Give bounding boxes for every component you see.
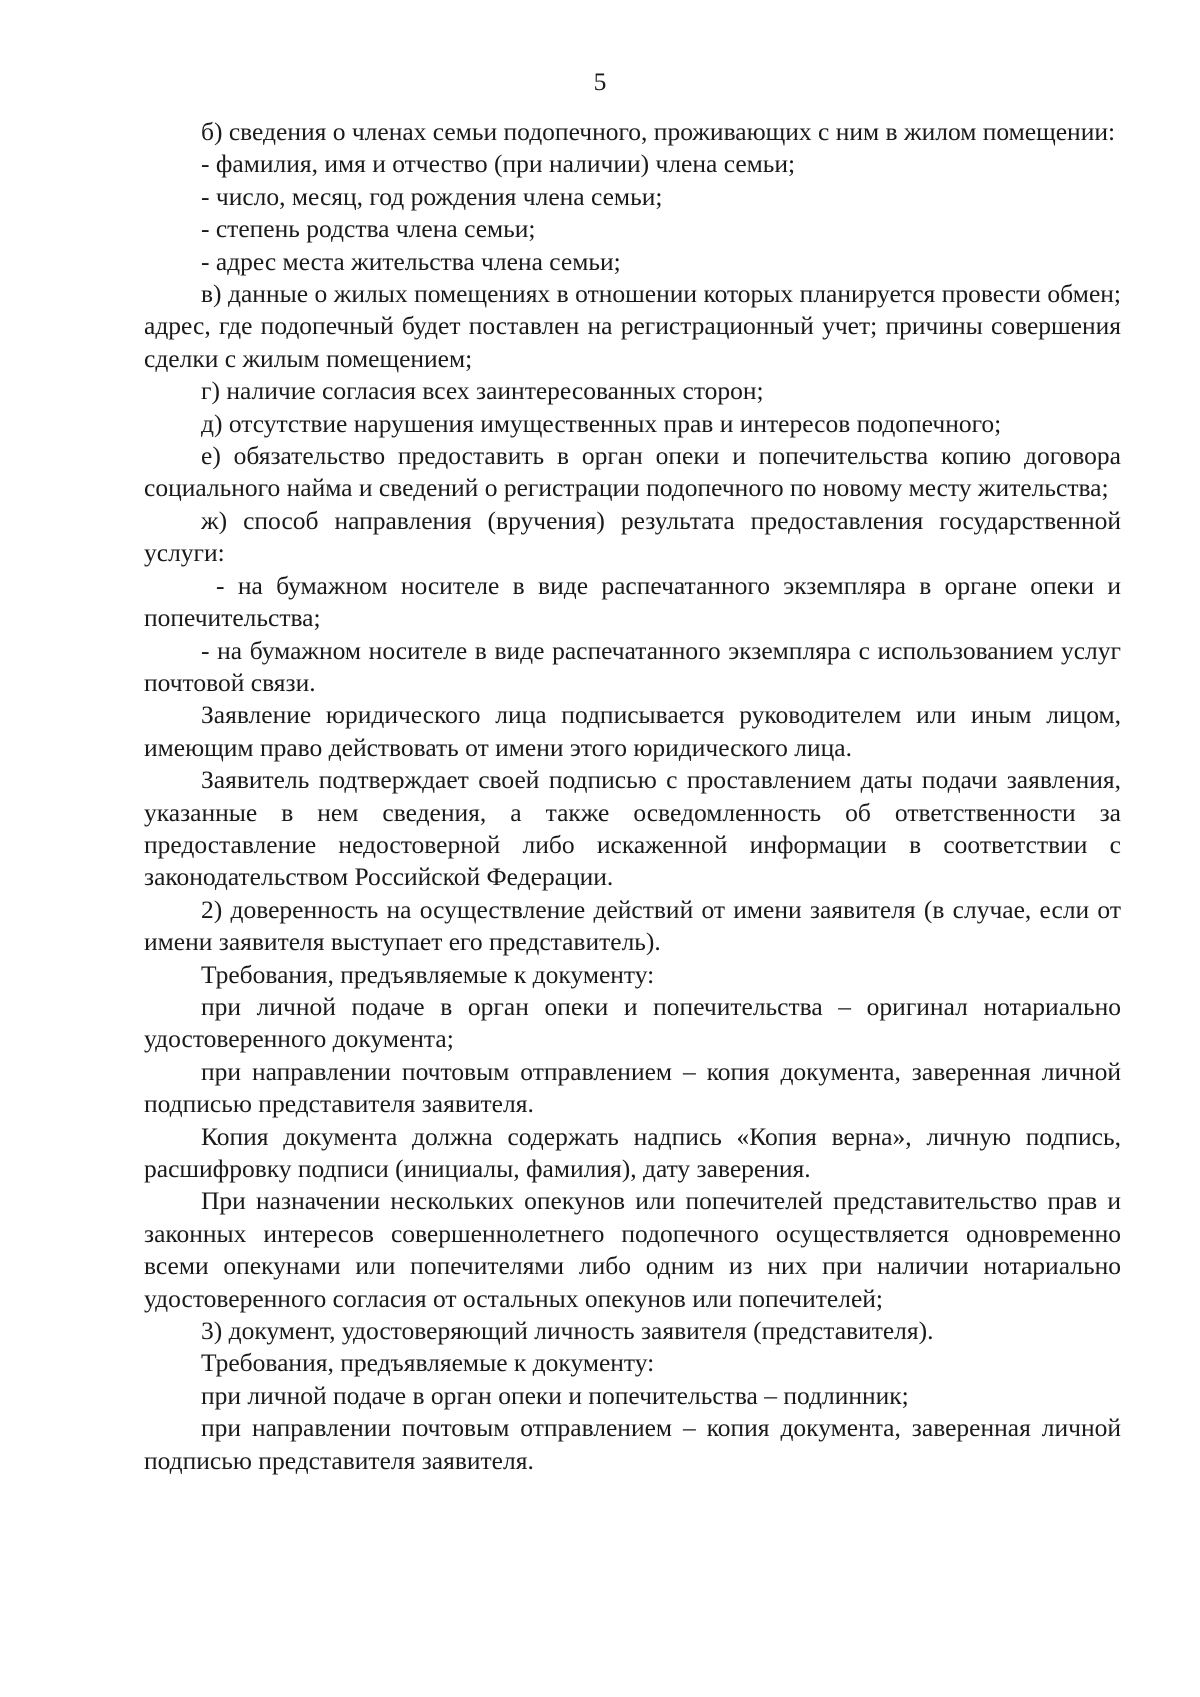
paragraph-obligation: е) обязательство предоставить в орган опеки и попечительства копию договора социального найма и сведений о регистрации подопечного по новому месту жительства; xyxy=(144,441,1121,503)
paragraph-no-violation: д) отсутствие нарушения имущественных прав и интересов подопечного; xyxy=(201,408,1002,438)
paragraph-copy-inscription: Копия документа должна содержать надпись «Копия верна», личную подпись, расшифровку подписи (инициалы, фамилия), дату заверения. xyxy=(144,1121,1121,1183)
paragraph-family-members: б) сведения о членах семьи подопечного, проживающих с ним в жилом помещении: xyxy=(201,117,1116,146)
paragraph-applicant-confirms: Заявитель подтверждает своей подписью с проставлением даты подачи заявления, указанные в нем сведения, а также осведомленность об ответственности за предоставление недостоверной либо искаженной информации в соответствии с законодательством Российской Федерации. xyxy=(144,765,1121,892)
paragraph-identity-document: 3) документ, удостоверяющий личность заявителя (представителя). xyxy=(201,1316,934,1346)
paragraph-requirements-heading-2: Требования, предъявляемые к документу: xyxy=(201,1348,655,1378)
paragraph-by-post-copy-2: при направлении почтовым отправлением – копия документа, заверенная личной подписью представителя заявителя. xyxy=(144,1413,1121,1475)
paragraph-by-post-copy: при направлении почтовым отправлением – копия документа, заверенная личной подписью представителя заявителя. xyxy=(144,1056,1121,1119)
list-item-birth-date: - число, месяц, год рождения члена семьи; xyxy=(201,181,663,211)
paragraph-requirements-heading: Требования, предъявляемые к документу: xyxy=(201,959,655,989)
page-number: 5 xyxy=(593,67,607,96)
list-item-paper-office: - на бумажном носителе в виде распечатанного экземпляра в органе опеки и попечительства; xyxy=(144,570,1121,633)
paragraph-in-person-original-2: при личной подаче в орган опеки и попечительства – подлинник; xyxy=(201,1380,909,1410)
paragraph-delivery-method: ж) способ направления (вручения) результата предоставления государственной услуги: xyxy=(144,505,1121,568)
list-item-address: - адрес места жительства члена семьи; xyxy=(201,246,621,276)
paragraph-consent: г) наличие согласия всех заинтересованных сторон; xyxy=(201,376,764,406)
paragraph-housing-data: в) данные о жилых помещениях в отношении которых планируется провести обмен; адрес, где подопечный будет поставлен на регистрационный учет; причины совершения сделки с жилым помещением; xyxy=(144,279,1121,373)
paragraph-in-person-original: при личной подаче в орган опеки и попечительства – оригинал нотариально удостоверенного документа; xyxy=(144,991,1121,1054)
paragraph-multiple-guardians: При назначении нескольких опекунов или попечителей представительство прав и законных интересов совершеннолетнего подопечного осуществляется одновременно всеми опекунами или попечителями либо одним из них при наличии нотариально удостоверенного согласия от остальных опекунов или попечителей; xyxy=(144,1186,1121,1313)
list-item-full-name: - фамилия, имя и отчество (при наличии) члена семьи; xyxy=(201,149,796,179)
document-body xyxy=(144,116,1121,1477)
list-item-kinship: - степень родства члена семьи; xyxy=(201,214,536,244)
paragraph-legal-entity-signature: Заявление юридического лица подписывается руководителем или иным лицом, имеющим право действовать от имени этого юридического лица. xyxy=(144,700,1121,762)
list-item-paper-post: - на бумажном носителе в виде распечатанного экземпляра с использованием услуг почтовой связи. xyxy=(144,635,1121,697)
paragraph-power-of-attorney: 2) доверенность на осуществление действий от имени заявителя (в случае, если от имени заявителя выступает его представитель). xyxy=(144,894,1121,957)
